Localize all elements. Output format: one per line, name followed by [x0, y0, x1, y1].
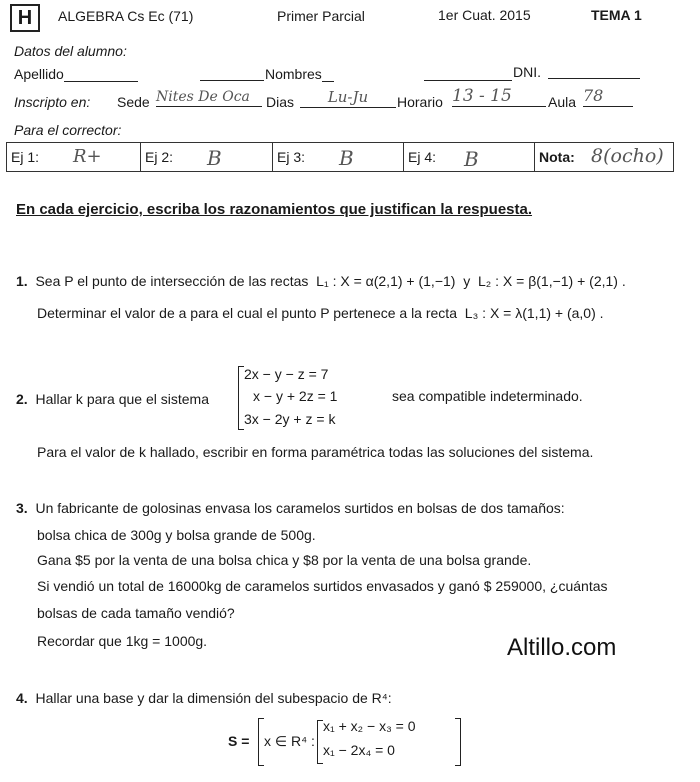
exercise-2-number: 2.	[16, 391, 28, 407]
exercise-1-line2: Determinar el valor de a para el cual el punto P pertenece a la recta	[37, 305, 457, 321]
student-section-label: Datos del alumno:	[14, 43, 127, 59]
nombres-blank[interactable]	[322, 67, 334, 82]
grade-cell-3[interactable]	[273, 143, 404, 171]
nombres-label: Nombres	[265, 66, 322, 82]
exercise-3-l3: Gana $5 por la venta de una bolsa chica y $8 por la venta de una bolsa grande.	[37, 552, 532, 568]
apellido-blank[interactable]	[64, 67, 138, 82]
exercise-2-tail: sea compatible indeterminado.	[392, 388, 583, 404]
aula-value: 78	[583, 86, 604, 105]
system-eq-1: 2x − y − z = 7	[244, 366, 329, 382]
exercise-3-l4: Si vendió un total de 16000kg de caramelos surtidos envasados y ganó $ 259000, ¿cuántas	[37, 578, 608, 594]
exercise-3-l5: bolsas de cada tamaño vendió?	[37, 605, 235, 621]
exercise-1-second	[37, 305, 604, 321]
exercise-3-l6: Recordar que 1kg = 1000g.	[37, 633, 208, 649]
horario-value: 13 - 15	[452, 86, 512, 106]
grade-cell-1[interactable]	[7, 143, 141, 171]
exercise-4-number: 4.	[16, 690, 28, 706]
grade-label-4: Ej 4:	[408, 149, 437, 165]
system-eq-3: 3x − 2y + z = k	[244, 411, 336, 427]
system-eq-2: x − y + 2z = 1	[253, 388, 338, 404]
grade-label-2: Ej 2:	[145, 149, 174, 165]
grade-cell-nota[interactable]	[535, 143, 672, 171]
grades-table	[6, 142, 674, 172]
set-brace-close	[455, 718, 461, 766]
inscripto-label: Inscripto en:	[14, 94, 91, 110]
grade-value-4: B	[464, 147, 479, 171]
dias-value: Lu-Ju	[327, 88, 369, 106]
exam-period: 1er Cuat. 2015	[438, 7, 531, 23]
exercise-1-l2: L₂ : X = β(1,−1) + (2,1) .	[478, 273, 626, 289]
grade-value-3: B	[339, 146, 354, 170]
exercise-1	[16, 273, 626, 289]
dias-field[interactable]	[300, 88, 396, 108]
exam-tema: TEMA 1	[591, 7, 642, 23]
subspace-prefix: S =	[228, 733, 250, 749]
sede-value: Nites De Oca	[156, 89, 250, 105]
exercise-3-l1: Un fabricante de golosinas envasa los caramelos surtidos en bolsas de dos tamaños:	[35, 500, 565, 516]
nombres-blank-2[interactable]	[424, 66, 512, 81]
grade-value-2: B	[207, 146, 222, 170]
aula-label: Aula	[548, 94, 577, 110]
exercise-3-l2: bolsa chica de 300g y bolsa grande de 500g.	[37, 527, 316, 543]
course-title: ALGEBRA Cs Ec (71)	[58, 8, 194, 24]
grade-value-1: R+	[73, 146, 102, 167]
exercise-4-row1	[16, 690, 392, 706]
exercise-1-l3: L₃ : X = λ(1,1) + (a,0) .	[464, 305, 604, 321]
corrector-label: Para el corrector:	[14, 122, 122, 138]
horario-label: Horario	[397, 94, 443, 110]
subspace-set: x ∈ R⁴ :	[264, 733, 315, 749]
exercise-4-lead: Hallar una base y dar la dimensión del subespacio de R⁴:	[35, 690, 392, 706]
altillo-watermark: Altillo.com	[507, 634, 617, 661]
horario-field[interactable]	[452, 86, 546, 107]
apellido-label: Apellido	[14, 66, 64, 82]
exam-title: Primer Parcial	[277, 8, 365, 24]
grade-label-1: Ej 1:	[11, 149, 40, 165]
grade-cell-4[interactable]	[404, 143, 535, 171]
exercise-1-y: y	[463, 273, 471, 289]
exercise-3-row1	[16, 500, 565, 516]
apellido-row	[14, 66, 138, 82]
exercise-1-l1: L₁ : X = α(2,1) + (1,−1)	[316, 273, 456, 289]
exercise-2-lead: Hallar k para que el sistema	[35, 391, 209, 407]
header-letter-box: H	[10, 4, 40, 32]
grade-value-nota: 8(ocho)	[591, 145, 664, 167]
sede-label: Sede	[117, 94, 150, 110]
subspace-eq-2: x₁ − 2x₄ = 0	[323, 742, 395, 758]
exercise-3-number: 3.	[16, 500, 28, 516]
nombres-row	[265, 66, 334, 82]
exercise-2-line2: Para el valor de k hallado, escribir en forma paramétrica todas las soluciones del sistema.	[37, 444, 594, 460]
subspace-eq-1: x₁ + x₂ − x₃ = 0	[323, 718, 416, 734]
dni-row	[513, 64, 541, 80]
aula-field[interactable]	[583, 86, 633, 107]
apellido-blank-2[interactable]	[200, 66, 264, 81]
dni-blank[interactable]	[548, 64, 640, 79]
instruction-heading: En cada ejercicio, escriba los razonamientos que justifican la respuesta.	[16, 201, 533, 218]
exercise-2-lead-row	[16, 391, 209, 407]
exercise-1-number: 1.	[16, 273, 28, 289]
sede-field[interactable]	[156, 88, 262, 107]
exercise-1-line1: Sea P el punto de intersección de las rectas	[35, 273, 309, 289]
grade-label-nota: Nota:	[539, 149, 575, 165]
dias-label: Dias	[266, 94, 295, 110]
grade-cell-2[interactable]	[141, 143, 273, 171]
dni-label: DNI.	[513, 64, 541, 80]
grade-label-3: Ej 3:	[277, 149, 306, 165]
